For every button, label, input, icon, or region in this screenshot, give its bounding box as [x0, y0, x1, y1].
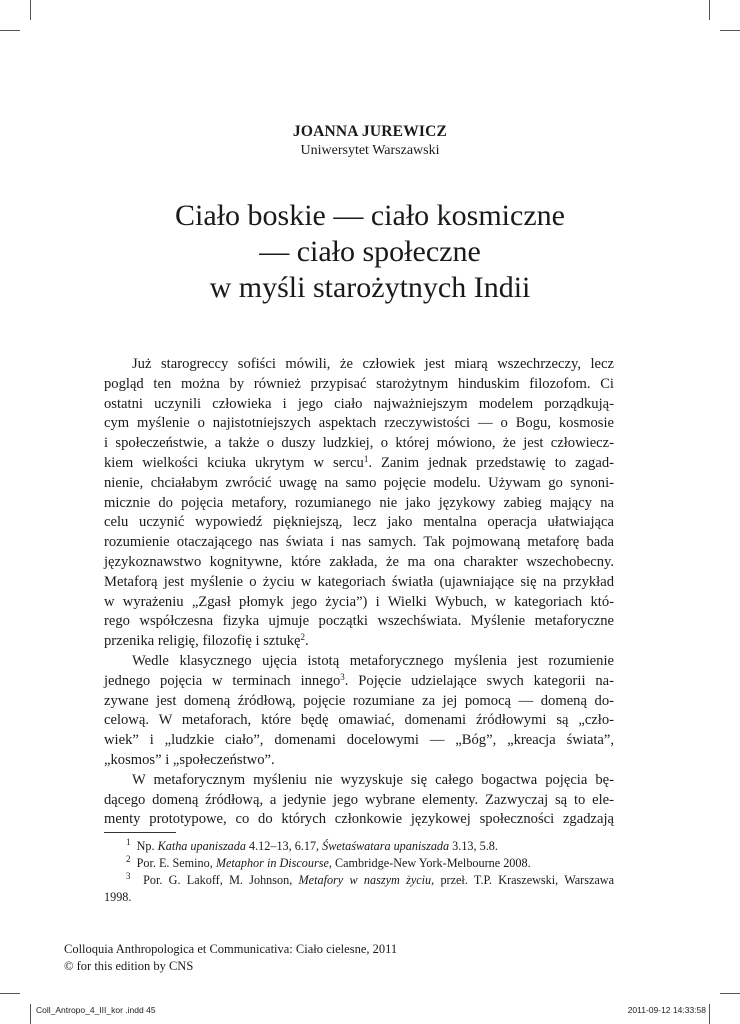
body-line: nienie, chciałabym zwrócić uwagę na samo pojęcie modelu. Używam go synoni-: [104, 474, 614, 491]
body-line: rozumienie otaczającego nas świata i nas samych. Tak pojmowaną metaforę bada: [104, 534, 614, 551]
crop-mark-bottom-left-h: [0, 993, 20, 994]
body-line: zywane jest domeną źródłową, pojęcie rozumiane za jej pomocą — domeną do-: [104, 692, 614, 709]
body-line: celu uczynić wypowiedź piękniejszą, lecz jako mentalna operacja ułatwiająca: [104, 514, 614, 531]
body-text: przenika religię, filozofię i sztukę: [104, 633, 301, 650]
footnote-line: [104, 872, 614, 889]
body-line: menty prototypowe, co do których członkowie językowej społeczności zgadzają: [104, 811, 614, 828]
footnote-text: Por. G. Lakoff, M. Johnson,: [143, 873, 299, 887]
body-line: Metaforą jest myślenie o życiu w kategoriach światła (ujawniające się na przykład: [104, 573, 614, 590]
footnote-ref-3[interactable]: 3: [340, 671, 345, 682]
footnote-number: 3: [126, 871, 131, 881]
body-line: micznie do pojęcia metafory, rozumianego nie jako językowy zabieg mający na: [104, 494, 614, 511]
footnote-line: [104, 855, 614, 872]
title-line: — ciało społeczne: [259, 235, 481, 268]
footnote-text: , Cambridge-New York-Melbourne 2008.: [328, 856, 531, 870]
colophon-copyright: © for this edition by CNS: [64, 959, 194, 973]
footnote-title: Katha upaniszada: [157, 839, 246, 853]
colophon: [64, 941, 397, 975]
crop-mark-top-left-v: [30, 0, 31, 20]
body-text: jednego pojęcia w terminach innego: [104, 672, 341, 689]
paragraph-3: [104, 771, 614, 830]
author-name: JOANNA JUREWICZ: [292, 123, 448, 140]
body-text: kiem wielkości kciuka ukrytym w sercu: [104, 454, 364, 471]
slug-filename: Coll_Antropo_4_III_kor .indd 45: [36, 1005, 156, 1015]
crop-mark-top-right-h: [720, 30, 740, 31]
body-line: pogląd ten można by również przypisać starożytnym hinduskim filozofom. Ci: [104, 375, 614, 392]
footnote-separator: [104, 832, 176, 833]
body-line: w wyrażeniu „Zgasł płomyk jego życia”) i Wielki Wybuch, w kategoriach któ-: [104, 593, 614, 610]
article-body: [104, 355, 614, 830]
body-line: „kosmos” i „społeczeństwo”.: [104, 751, 275, 768]
footnote-3: [104, 872, 614, 906]
footnote-ref-2[interactable]: 2: [300, 632, 306, 643]
footnote-ref-1[interactable]: 1: [363, 453, 369, 464]
footnote-title: Metafory w naszym życiu: [298, 873, 432, 887]
body-line: i społeczeństwie, a także o duszy ludzkiej, o której mówiono, że jest człowiecz-: [104, 435, 614, 452]
footnotes: [104, 838, 614, 906]
footnote-text: Por. E. Semino,: [136, 856, 216, 870]
crop-mark-top-right-v: [709, 0, 710, 20]
body-line: cym myślenie o najistotniejszych aspektach rzeczywistości — o Bogu, kosmosie: [104, 415, 614, 432]
body-line: wiek” i „ludzkie ciało”, domenami docelowymi — „Bóg”, „kreacja świata”,: [104, 732, 614, 749]
title-line: Ciało boskie — ciało kosmiczne: [175, 199, 565, 232]
title-line: w myśli starożytnych Indii: [209, 271, 531, 304]
colophon-journal: Colloquia Anthropologica et Communicativa: Ciało cielesne, 2011: [64, 942, 398, 956]
body-line: Już starogreccy sofiści mówili, że człowiek jest miarą wszechrzeczy, lecz: [132, 356, 614, 372]
body-line: rego współczesna fizyka ujmuje początki wszechświata. Myślenie metaforyczne: [104, 613, 614, 630]
footnote-number: 1: [126, 837, 131, 847]
footnote-number: 2: [126, 854, 131, 864]
body-line: ostatni uczynili człowieka i jego ciało najważniejszym modelem porządkują-: [104, 395, 614, 412]
slug-timestamp: 2011-09-12 14:33:58: [627, 1005, 706, 1015]
body-line: językoznawstwo kognitywne, które zakłada, że ma ona charakter wszechobecny.: [104, 553, 614, 570]
footnote-title: Metaphor in Discourse: [215, 856, 329, 870]
body-line: dącego domeną źródłową, a jedynie jego wybrane elementy. Zazwyczaj są to ele-: [104, 791, 614, 808]
footnote-line: [104, 838, 614, 855]
footnote-text: Np.: [136, 839, 158, 853]
body-line: [104, 632, 614, 652]
footnote-2: [104, 855, 614, 872]
crop-mark-bottom-right-h: [720, 993, 740, 994]
author-affiliation: Uniwersytet Warszawski: [300, 143, 440, 158]
crop-mark-bottom-left-v: [30, 1004, 31, 1024]
body-text: . Pojęcie udzielające swych kategorii na-: [344, 672, 615, 689]
paragraph-1: [104, 355, 614, 652]
article-title: [0, 198, 740, 306]
footnote-1: [104, 838, 614, 855]
body-line: celową. W metaforach, które będę omawiać, domenami źródłowymi są „czło-: [104, 712, 614, 729]
crop-mark-top-left-h: [0, 30, 20, 31]
footnote-text: , przeł. T.P. Kraszewski, Warszawa: [431, 873, 615, 887]
body-text: .: [305, 633, 309, 650]
footnote-line: 1998.: [104, 890, 132, 904]
body-text: . Zanim jednak przedstawię to zagad-: [368, 454, 614, 471]
footnote-title: Śwetaśwatara upaniszada: [322, 839, 450, 853]
body-line: Wedle klasycznego ujęcia istotą metaforycznego myślenia jest rozumienie: [132, 652, 614, 669]
body-line: W metaforycznym myśleniu nie wyzyskuje się całego bogactwa pojęcia bę-: [132, 771, 614, 788]
crop-mark-bottom-right-v: [709, 1004, 710, 1024]
body-line: [104, 672, 614, 692]
footnote-text: 3.13, 5.8.: [449, 839, 498, 853]
body-line: [104, 454, 614, 474]
footnote-text: 4.12–13, 6.17,: [245, 839, 323, 853]
paragraph-2: [104, 652, 614, 771]
